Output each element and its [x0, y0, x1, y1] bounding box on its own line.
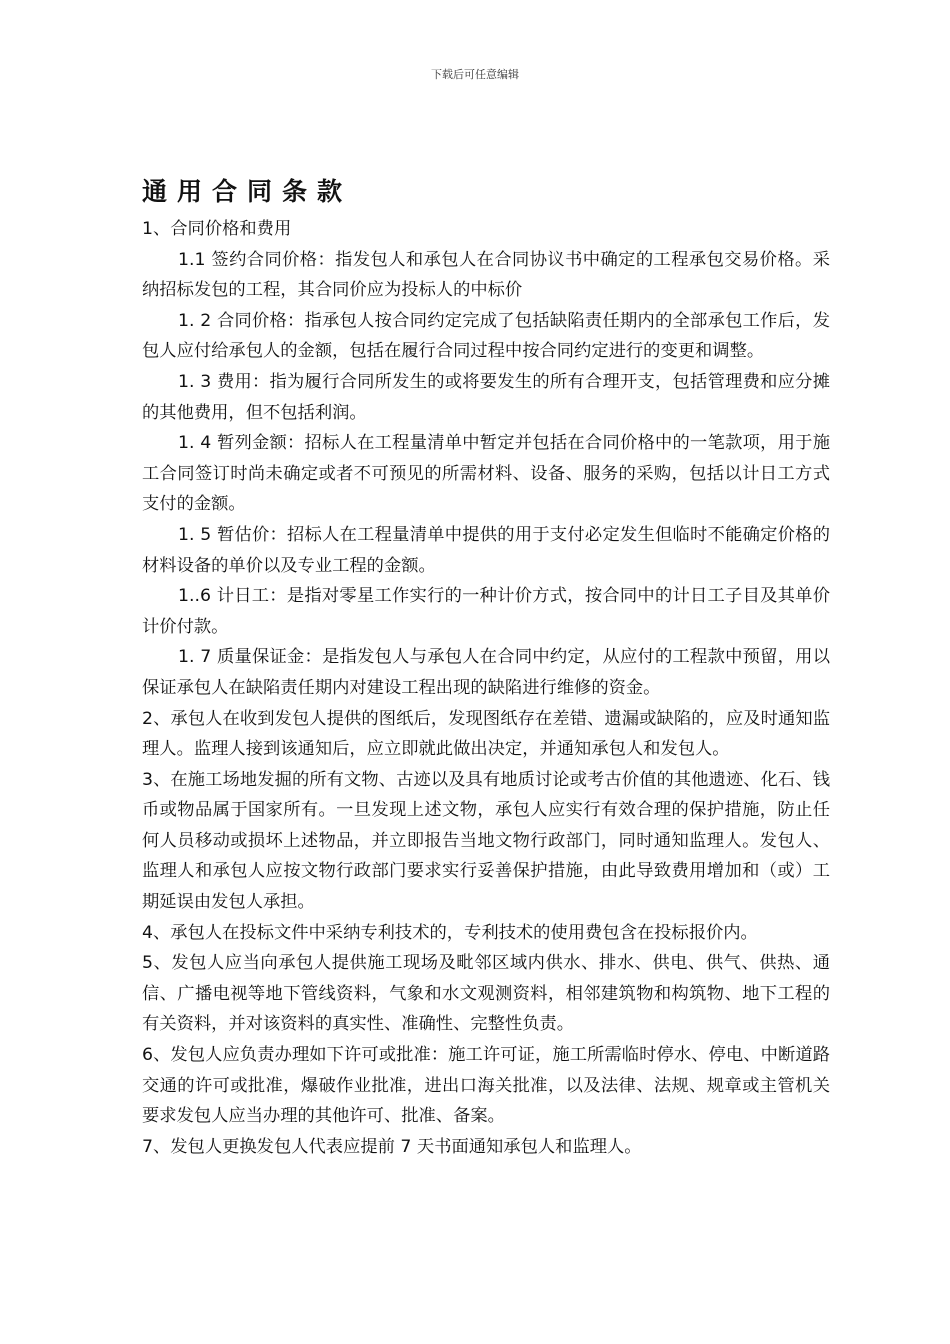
paragraph-1-7: 1. 7 质量保证金：是指发包人与承包人在合同中约定，从应付的工程款中预留，用以保证承包人在缺陷责任期内对建设工程出现的缺陷进行维修的资金。: [142, 647, 830, 698]
paragraph-section-3: 3、在施工场地发掘的所有文物、古迹以及具有地质讨论或考古价值的其他遗迹、化石、钱币或物品属于国家所有。一旦发现上述文物，承包人应实行有效合理的保护措施，防止任何人员移动或损坏上述物品，并立即报告当地文物行政部门，同时通知监理人。发包人、监理人和承包人应按文物行政部门要求实行妥善保护措施，由此导致费用增加和（或）工期延误由发包人承担。: [142, 769, 830, 913]
paragraph-section-7: 7、发包人更换发包人代表应提前 7 天书面通知承包人和监理人。: [142, 1136, 642, 1157]
paragraph-section-5: 5、发包人应当向承包人提供施工现场及毗邻区域内供水、排水、供电、供气、供热、通信、广播电视等地下管线资料，气象和水文观测资料，相邻建筑物和构筑物、地下工程的有关资料，并对该资料的真实性、准确性、完整性负责。: [142, 953, 830, 1035]
paragraph-1-1: 1.1 签约合同价格：指发包人和承包人在合同协议书中确定的工程承包交易价格。采纳招标发包的工程，其合同价应为投标人的中标价: [142, 249, 830, 301]
paragraph-section-2: 2、承包人在收到发包人提供的图纸后，发现图纸存在差错、遗漏或缺陷的，应及时通知监理人。监理人接到该通知后，应立即就此做出决定，并通知承包人和发包人。: [142, 708, 830, 760]
paragraph-1-4: 1. 4 暂列金额：招标人在工程量清单中暂定并包括在合同价格中的一笔款项，用于施工合同签订时尚未确定或者不可预见的所需材料、设备、服务的采购，包括以计日工方式支付的金额。: [142, 433, 830, 515]
page-header: 下载后可任意编辑: [431, 68, 519, 81]
paragraph-section-1: 1、合同价格和费用: [142, 219, 292, 239]
paragraph-section-4: 4、承包人在投标文件中采纳专利技术的，专利技术的使用费包含在投标报价内。: [142, 922, 758, 943]
document-title: 通用合同条款: [142, 177, 353, 206]
paragraph-section-6: 6、发包人应负责办理如下许可或批准：施工许可证，施工所需临时停水、停电、中断道路交通的许可或批准，爆破作业批准，进出口海关批准，以及法律、法规、规章或主管机关要求发包人应当办理的其他许可、批准、备案。: [142, 1045, 830, 1127]
paragraph-1-5: 1. 5 暂估价：招标人在工程量清单中提供的用于支付必定发生但临时不能确定价格的材料设备的单价以及专业工程的金额。: [142, 524, 830, 576]
paragraph-1-6: 1..6 计日工：是指对零星工作实行的一种计价方式，按合同中的计日工子目及其单价计价付款。: [142, 586, 830, 637]
document-body: [142, 214, 830, 1162]
paragraph-1-2: 1. 2 合同价格：指承包人按合同约定完成了包括缺陷责任期内的全部承包工作后，发包人应付给承包人的金额，包括在履行合同过程中按合同约定进行的变更和调整。: [142, 310, 830, 362]
paragraph-1-3: 1. 3 费用：指为履行合同所发生的或将要发生的所有合理开支，包括管理费和应分摊的其他费用，但不包括利润。: [142, 371, 830, 423]
